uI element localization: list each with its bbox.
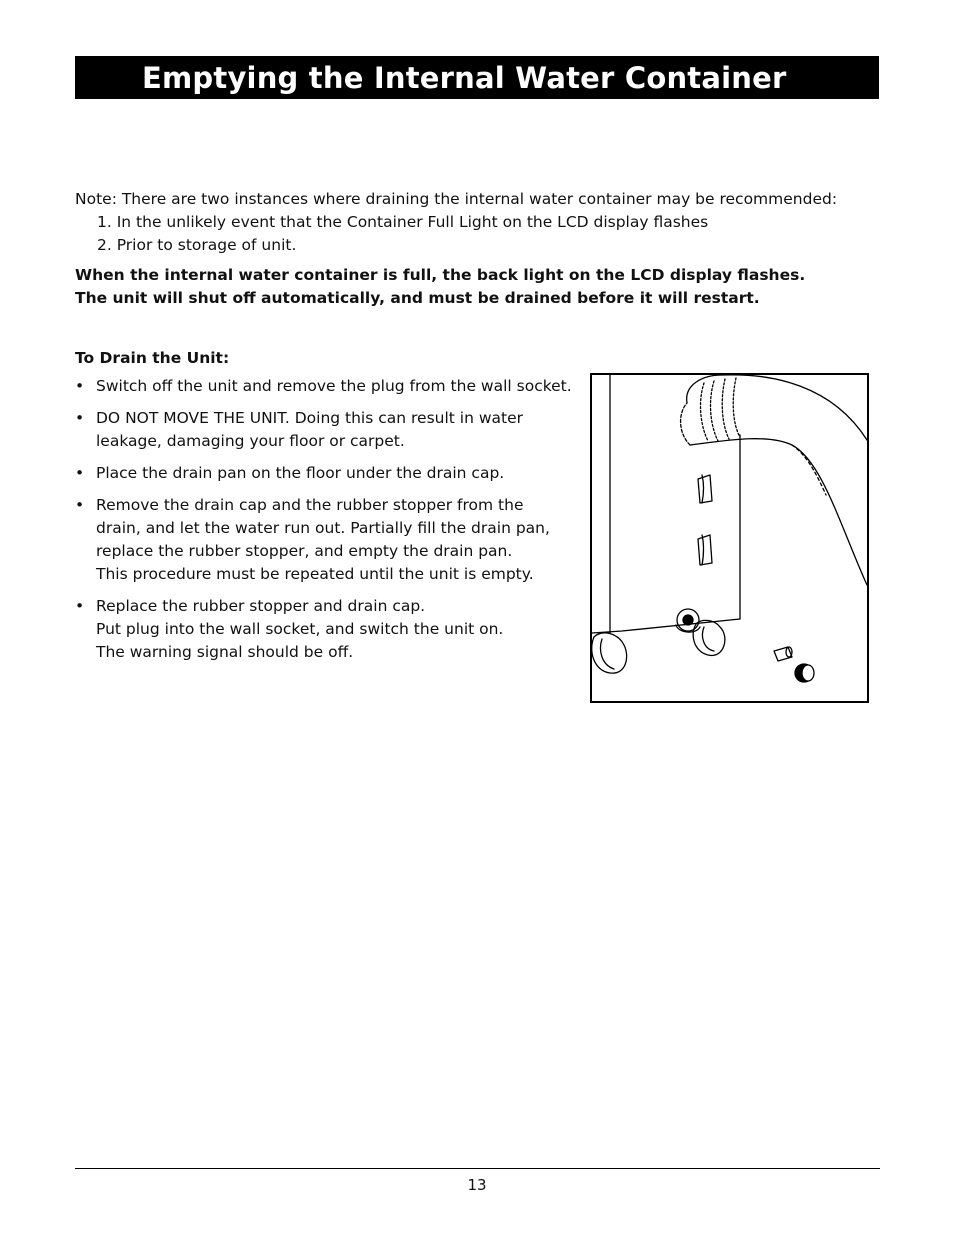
step-line: The warning signal should be off. bbox=[96, 643, 354, 661]
note-section bbox=[75, 188, 875, 257]
warning-section bbox=[75, 264, 875, 310]
drain-steps-list bbox=[75, 375, 575, 673]
page-title: Emptying the Internal Water Container bbox=[142, 60, 787, 95]
step-line: Replace the rubber stopper and drain cap. bbox=[96, 597, 426, 615]
drain-step bbox=[75, 407, 575, 453]
bullet: • bbox=[75, 377, 85, 395]
drain-step bbox=[75, 375, 575, 398]
page-number: 13 bbox=[467, 1176, 487, 1194]
note-intro: Note: There are two instances where draining the internal water container may be recommended: bbox=[75, 190, 838, 208]
note-item: 2. Prior to storage of unit. bbox=[97, 236, 297, 254]
warning-line: When the internal water container is full, the back light on the LCD display flashes. bbox=[75, 266, 806, 284]
warning-line: The unit will shut off automatically, and must be drained before it will restart. bbox=[75, 289, 760, 307]
step-line: Remove the drain cap and the rubber stopper from the bbox=[96, 496, 524, 514]
drain-step bbox=[75, 494, 575, 586]
bullet: • bbox=[75, 464, 85, 482]
drain-illustration bbox=[590, 373, 869, 703]
step-line: Place the drain pan on the floor under the drain cap. bbox=[96, 464, 505, 482]
bullet: • bbox=[75, 409, 85, 427]
step-line: replace the rubber stopper, and empty the drain pan. bbox=[96, 542, 513, 560]
bullet: • bbox=[75, 597, 85, 615]
page-header-bar bbox=[75, 56, 879, 99]
step-line: DO NOT MOVE THE UNIT. Doing this can result in water bbox=[96, 409, 524, 427]
step-line: This procedure must be repeated until the unit is empty. bbox=[96, 565, 534, 583]
drain-step bbox=[75, 462, 575, 485]
step-line: Switch off the unit and remove the plug from the wall socket. bbox=[96, 377, 572, 395]
drain-step bbox=[75, 595, 575, 664]
step-line: drain, and let the water run out. Partially fill the drain pan, bbox=[96, 519, 550, 537]
step-line: Put plug into the wall socket, and switch the unit on. bbox=[96, 620, 504, 638]
footer-rule bbox=[75, 1168, 880, 1169]
dehumidifier-drain-illustration-icon bbox=[592, 375, 867, 701]
note-item: 1. In the unlikely event that the Container Full Light on the LCD display flashes bbox=[97, 213, 709, 231]
bullet: • bbox=[75, 496, 85, 514]
step-line: leakage, damaging your floor or carpet. bbox=[96, 432, 405, 450]
drain-heading: To Drain the Unit: bbox=[75, 349, 230, 367]
